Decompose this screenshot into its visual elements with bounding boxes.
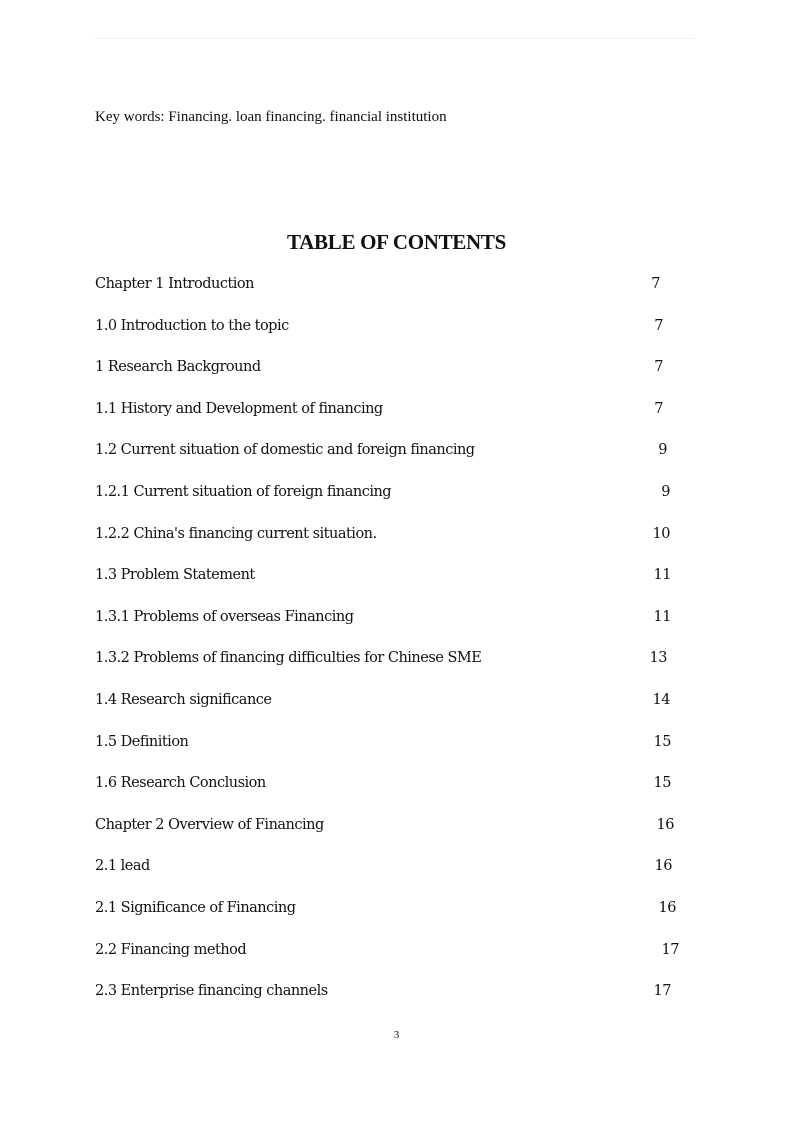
toc-entry-title: 1.3.1 Problems of overseas Financing <box>95 608 354 625</box>
toc-entry-page: 7 <box>651 276 660 292</box>
toc-entry[interactable] <box>95 897 715 939</box>
toc-entry[interactable] <box>95 481 715 523</box>
toc-entry-page: 14 <box>652 691 670 708</box>
keywords-line: Key words: Financing. loan financing. financial institution <box>95 109 447 125</box>
toc-entry-title: Chapter 2 Overview of Financing <box>95 816 324 833</box>
toc-title: TABLE OF CONTENTS <box>287 230 506 254</box>
toc-entry-title: 2.1 Significance of Financing <box>95 899 296 916</box>
toc-entry-title: 1.4 Research significance <box>95 691 272 708</box>
toc-entry[interactable] <box>95 939 715 981</box>
toc-entry-page: 7 <box>654 400 663 417</box>
toc-entry-title: 2.1 lead <box>95 858 150 875</box>
toc-entry[interactable] <box>95 523 715 565</box>
toc-entry-title: 1.3.2 Problems of financing difficulties for Chinese SME <box>95 650 482 667</box>
toc-entry-page: 16 <box>658 899 676 916</box>
toc-entry[interactable] <box>95 814 715 856</box>
toc-entry-page: 16 <box>656 816 674 833</box>
toc-entry-page: 9 <box>661 483 670 500</box>
toc-entry-title: 1.2.2 China's financing current situation. <box>95 525 377 542</box>
toc-entry-page: 15 <box>653 775 671 792</box>
header-rule <box>95 38 695 39</box>
toc-entry-title: 1.1 History and Development of financing <box>95 400 383 417</box>
toc-entry[interactable] <box>95 772 715 814</box>
toc-entry-page: 7 <box>654 359 663 376</box>
toc-entry-title: 1.2.1 Current situation of foreign financing <box>95 483 392 500</box>
toc-entry[interactable] <box>95 647 715 689</box>
toc-entry-title: 1.0 Introduction to the topic <box>95 317 289 334</box>
toc-entry-title: 1 Research Background <box>95 359 261 376</box>
toc-entry-title: 2.3 Enterprise financing channels <box>95 983 328 1000</box>
toc-entry-page: 15 <box>653 733 671 750</box>
toc-entry[interactable] <box>95 855 715 897</box>
toc-entry-page: 16 <box>654 858 672 875</box>
toc-entry-page: 11 <box>653 567 671 584</box>
toc-entry-title: 1.3 Problem Statement <box>95 567 255 584</box>
toc-entry-page: 13 <box>649 650 667 667</box>
toc-entry[interactable] <box>95 439 715 481</box>
toc-entry-title: 1.2 Current situation of domestic and foreign financing <box>95 442 475 459</box>
toc-entry-page: 9 <box>658 442 667 459</box>
toc-entry-page: 7 <box>654 317 663 334</box>
toc-entry-page: 11 <box>653 608 671 625</box>
toc-entry[interactable] <box>95 731 715 773</box>
toc-entry-title: Chapter 1 Introduction <box>95 276 254 292</box>
toc-entry-page: 17 <box>661 941 679 958</box>
toc-list <box>95 273 715 1022</box>
toc-entry[interactable] <box>95 356 715 398</box>
toc-entry[interactable] <box>95 315 715 357</box>
toc-entry-title: 1.5 Definition <box>95 733 189 750</box>
toc-entry[interactable] <box>95 273 715 315</box>
toc-entry[interactable] <box>95 564 715 606</box>
page-number: 3 <box>393 1029 400 1041</box>
toc-entry[interactable] <box>95 606 715 648</box>
toc-entry[interactable] <box>95 689 715 731</box>
toc-entry-page: 10 <box>652 525 670 542</box>
toc-entry-title: 1.6 Research Conclusion <box>95 775 266 792</box>
toc-entry[interactable] <box>95 398 715 440</box>
toc-entry[interactable] <box>95 980 715 1022</box>
toc-entry-title: 2.2 Financing method <box>95 941 247 958</box>
toc-entry-page: 17 <box>653 983 671 1000</box>
